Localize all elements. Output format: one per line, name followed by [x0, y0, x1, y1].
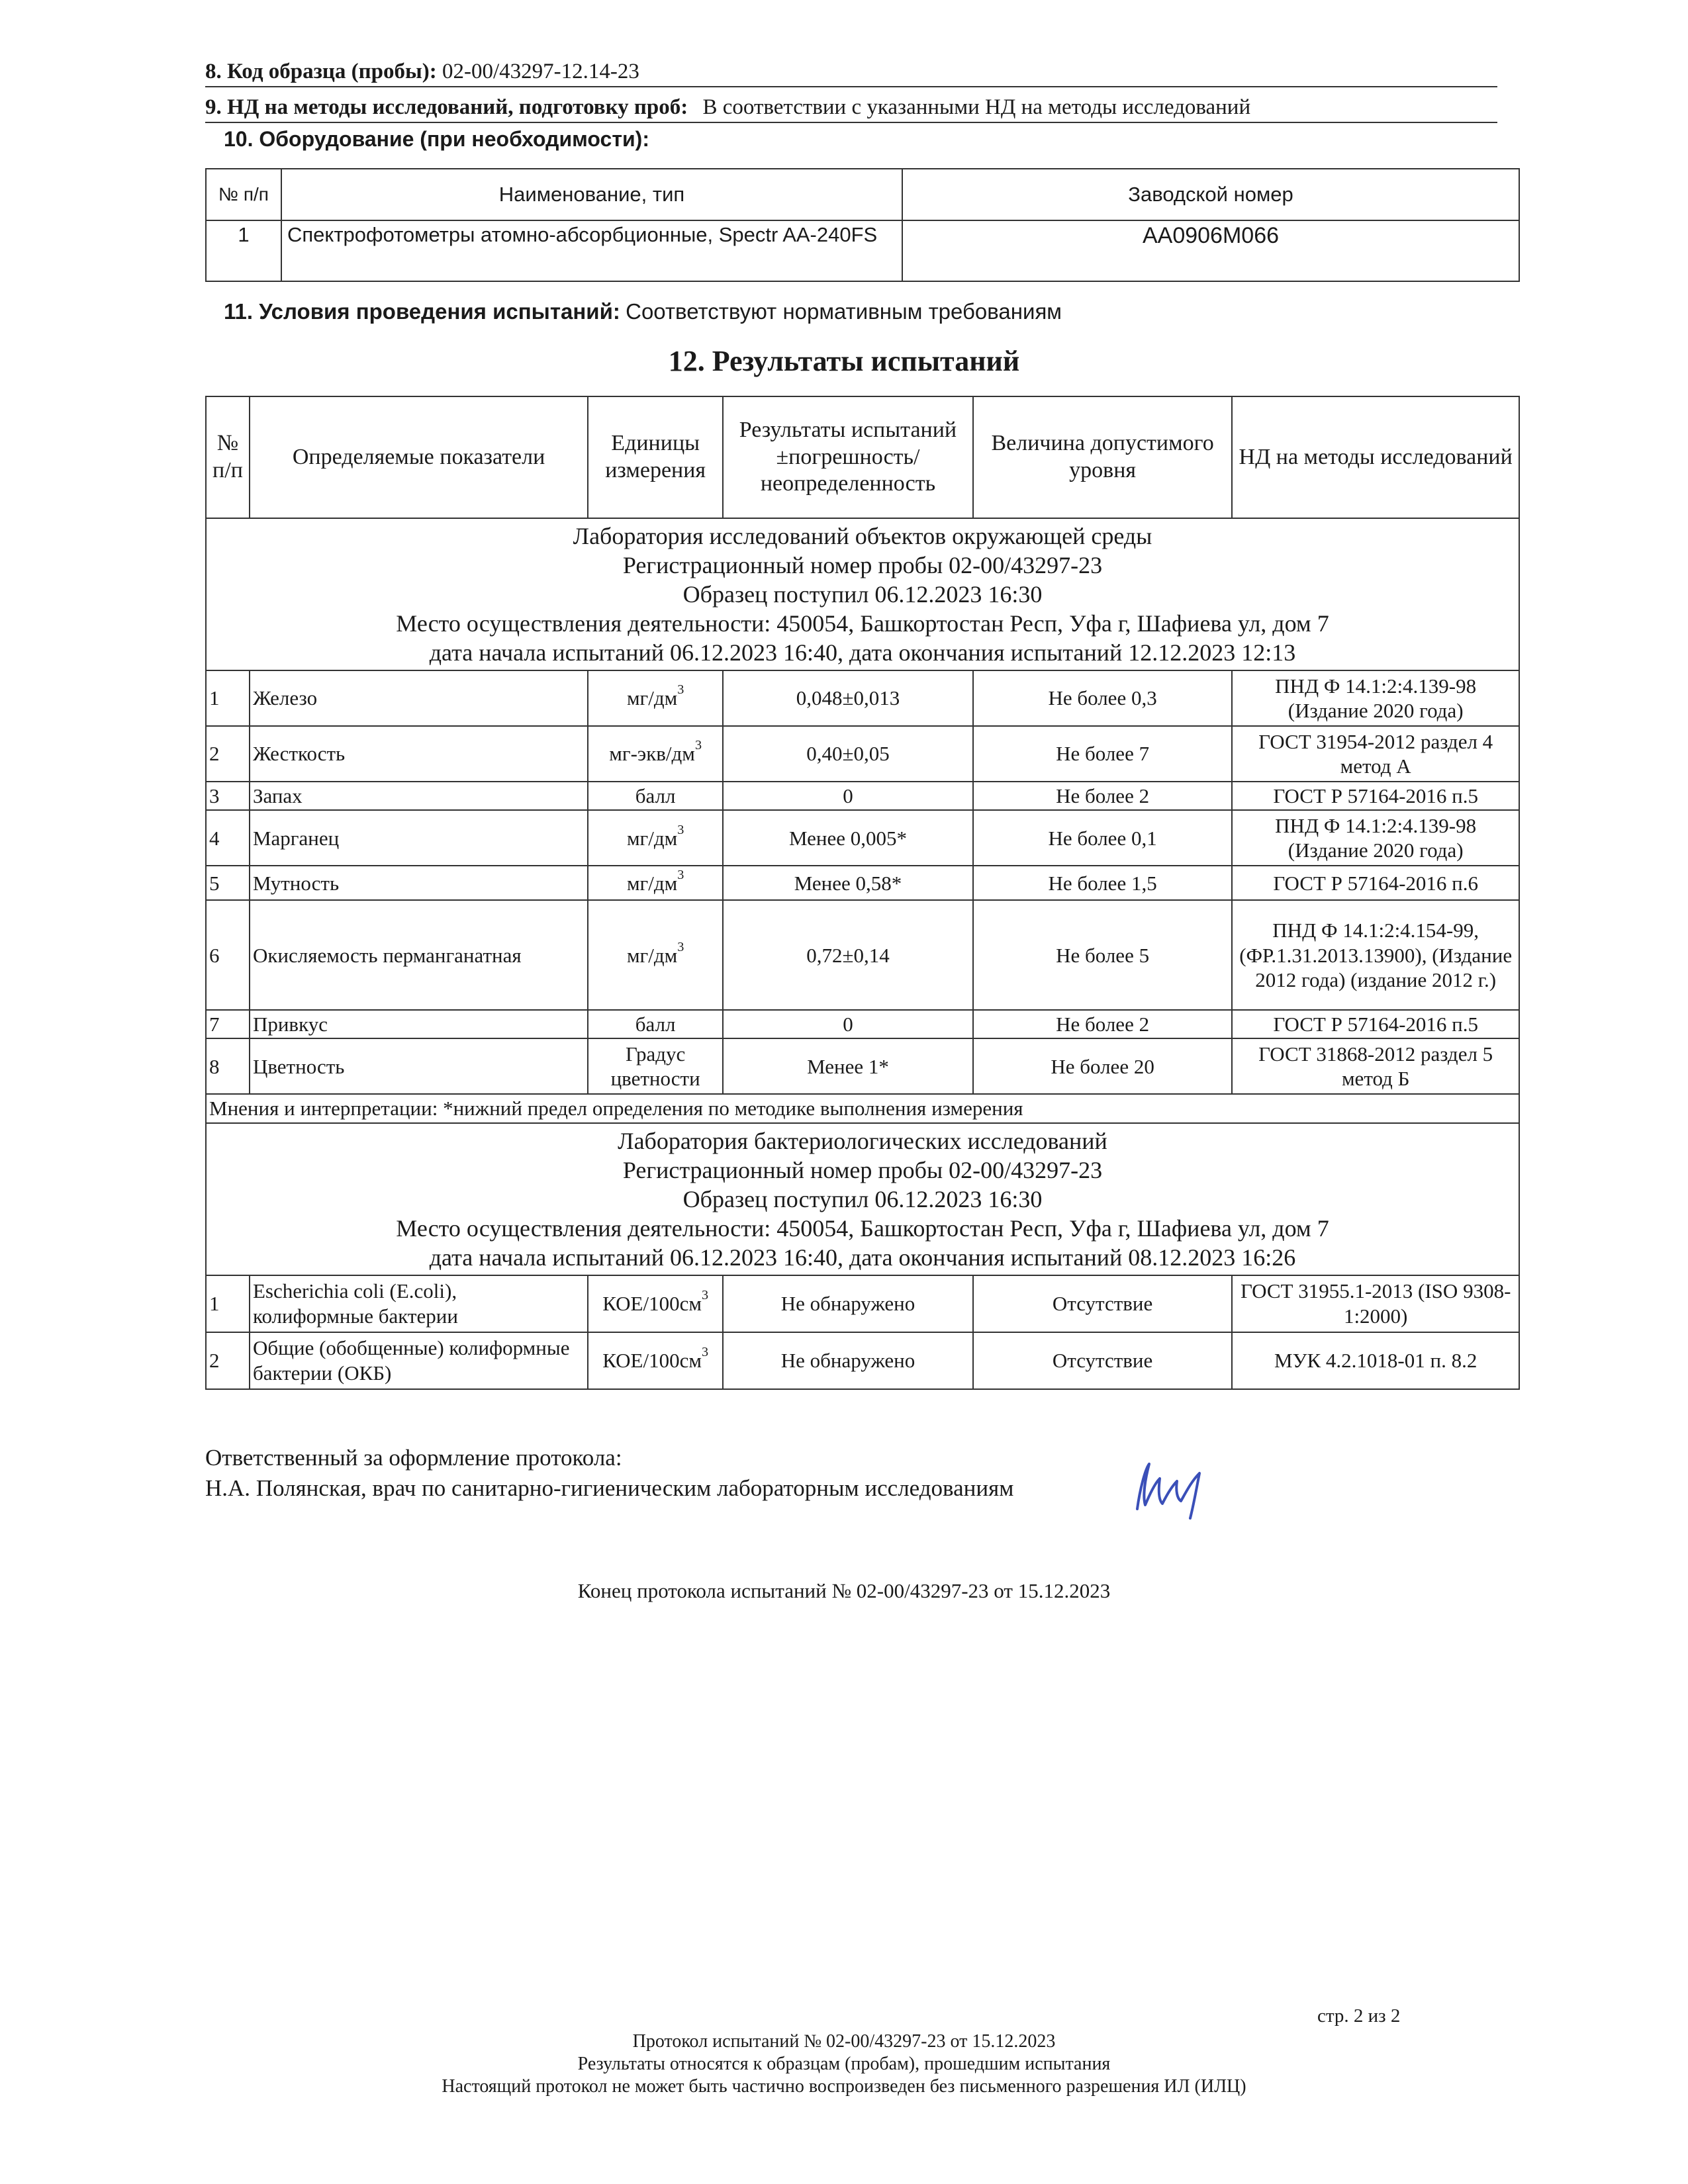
table-row	[206, 1038, 1519, 1094]
conditions-value: Соответствуют нормативным требованиям	[626, 299, 1062, 324]
row-number: 2	[206, 1332, 250, 1389]
row-limit: Не более 1,5	[973, 866, 1232, 900]
row-unit: КОЕ/$100см^3$	[588, 1275, 723, 1332]
section1-reg-number: Регистрационный номер пробы 02-00/43297-23	[622, 552, 1103, 578]
notes-row	[206, 1094, 1519, 1122]
row-indicator: Окисляемость перманганатная	[250, 900, 588, 1010]
conditions-line	[224, 299, 1062, 325]
row-number: 7	[206, 1010, 250, 1038]
row-limit: Не более 2	[973, 782, 1232, 810]
table-row	[206, 1010, 1519, 1038]
row-number: 3	[206, 782, 250, 810]
row-indicator: Общие (обобщенные) колиформные бактерии (ОКБ)	[250, 1332, 588, 1389]
end-of-protocol-note: Конец протокола испытаний № 02-00/43297-23 от 15.12.2023	[577, 1579, 1111, 1602]
section1-lab-name: Лаборатория исследований объектов окружающей среды	[573, 523, 1152, 549]
row-number: 4	[206, 810, 250, 866]
equipment-row-serial: AA0906M066	[902, 220, 1519, 281]
section-environment-header	[206, 518, 1519, 670]
row-indicator: Мутность	[250, 866, 588, 900]
footer-block	[0, 2030, 1688, 2098]
row-result: 0,40±0,05	[723, 726, 973, 782]
equipment-header-serial: Заводской номер	[902, 169, 1519, 220]
section2-received: Образец поступил 06.12.2023 16:30	[682, 1185, 1043, 1212]
row-limit: Отсутствие	[973, 1275, 1232, 1332]
table-row	[206, 810, 1519, 866]
row-indicator: Марганец	[250, 810, 588, 866]
results-header-row	[206, 396, 1519, 518]
row-result: 0,048±0,013	[723, 670, 973, 726]
row-limit: Не более 20	[973, 1038, 1232, 1094]
results-header-indicator: Определяемые показатели	[250, 396, 588, 518]
footer-reproduction-line: Настоящий протокол не может быть частично воспроизведен без письменного разрешения ИЛ (ИЛЦ)	[442, 2076, 1246, 2097]
row-method: ГОСТ 31868-2012 раздел 5 метод Б	[1232, 1038, 1519, 1094]
section2-location: Место осуществления деятельности: 450054, Башкортостан Респ, Уфа г, Шафиева ул, дом 7	[396, 1214, 1329, 1242]
row-limit: Не более 5	[973, 900, 1232, 1010]
row-unit: $мг-экв/дм^3$	[588, 726, 723, 782]
row-method: МУК 4.2.1018-01 п. 8.2	[1232, 1332, 1519, 1389]
footer-results-line: Результаты относятся к образцам (пробам), прошедшим испытания	[577, 2054, 1111, 2074]
results-table	[205, 396, 1520, 1390]
row-limit: Не более 0,3	[973, 670, 1232, 726]
row-number: 5	[206, 866, 250, 900]
row-result: Не обнаружено	[723, 1332, 973, 1389]
results-header-result: Результаты испытаний ±погрешность/ неопределенность	[723, 396, 973, 518]
section-bacteriology-header	[206, 1123, 1519, 1275]
row-method: ГОСТ Р 57164-2016 п.6	[1232, 866, 1519, 900]
interpretation-notes: Мнения и интерпретации: *нижний предел определения по методике выполнения измерения	[206, 1094, 1519, 1122]
footer-protocol-line: Протокол испытаний № 02-00/43297-23 от 15.12.2023	[632, 2031, 1056, 2052]
nd-methods-value: В соответствии с указанными НД на методы исследований	[702, 95, 1251, 119]
row-method: ГОСТ 31954-2012 раздел 4 метод А	[1232, 726, 1519, 782]
equipment-header-name: Наименование, тип	[281, 169, 902, 220]
row-limit: Отсутствие	[973, 1332, 1232, 1389]
row-result: 0	[723, 782, 973, 810]
row-result: Менее 1*	[723, 1038, 973, 1094]
row-unit: $мг/дм^3$	[588, 866, 723, 900]
section2-lab-name: Лаборатория бактериологических исследований	[618, 1127, 1107, 1154]
row-limit: Не более 7	[973, 726, 1232, 782]
table-row	[206, 1332, 1519, 1389]
row-result: Менее 0,58*	[723, 866, 973, 900]
row-unit: Градус цветности	[588, 1038, 723, 1094]
row-number: 8	[206, 1038, 250, 1094]
responsible-person: Н.А. Полянская, врач по санитарно-гигиеническим лабораторным исследованиям	[205, 1475, 1014, 1501]
results-header-limit: Величина допустимого уровня	[973, 396, 1232, 518]
section1-received: Образец поступил 06.12.2023 16:30	[682, 581, 1043, 608]
equipment-label: 10. Оборудование (при необходимости):	[224, 127, 649, 151]
table-row	[206, 782, 1519, 810]
row-unit: $мг/дм^3$	[588, 900, 723, 1010]
equipment-table	[205, 168, 1520, 282]
row-limit: Не более 0,1	[973, 810, 1232, 866]
row-unit: $мг/дм^3$	[588, 810, 723, 866]
row-indicator: Запах	[250, 782, 588, 810]
equipment-row-number: 1	[206, 220, 281, 281]
nd-methods-line	[205, 94, 1497, 123]
row-method: ПНД Ф 14.1:2:4.154-99, (ФР.1.31.2013.13900), (Издание 2012 года) (издание 2012 г.)	[1232, 900, 1519, 1010]
row-unit: КОЕ/$100см^3$	[588, 1332, 723, 1389]
row-result: 0	[723, 1010, 973, 1038]
section2-reg-number: Регистрационный номер пробы 02-00/43297-23	[622, 1156, 1103, 1183]
sample-code-value: 02-00/43297-12.14-23	[442, 60, 639, 83]
row-method: ГОСТ Р 57164-2016 п.5	[1232, 1010, 1519, 1038]
row-unit: балл	[588, 782, 723, 810]
row-number: 2	[206, 726, 250, 782]
table-row	[206, 726, 1519, 782]
section1-location: Место осуществления деятельности: 450054, Башкортостан Респ, Уфа г, Шафиева ул, дом 7	[396, 610, 1329, 637]
responsible-label: Ответственный за оформление протокола:	[205, 1445, 622, 1471]
row-method: ГОСТ Р 57164-2016 п.5	[1232, 782, 1519, 810]
row-method: ГОСТ 31955.1-2013 (ISO 9308-1:2000)	[1232, 1275, 1519, 1332]
equipment-row-name: Спектрофотометры атомно-абсорбционные, Spectr AA-240FS	[281, 220, 902, 281]
equipment-row	[206, 220, 1519, 281]
row-indicator: Цветность	[250, 1038, 588, 1094]
section2-dates: дата начала испытаний 06.12.2023 16:40, дата окончания испытаний 08.12.2023 16:26	[429, 1244, 1296, 1271]
results-header-method: НД на методы исследований	[1232, 396, 1519, 518]
row-result: Менее 0,005*	[723, 810, 973, 866]
row-number: 1	[206, 670, 250, 726]
row-limit: Не более 2	[973, 1010, 1232, 1038]
table-row	[206, 1275, 1519, 1332]
section1-dates: дата начала испытаний 06.12.2023 16:40, дата окончания испытаний 12.12.2023 12:13	[429, 639, 1296, 666]
sample-code-line	[205, 58, 1497, 87]
row-method: ПНД Ф 14.1:2:4.139-98 (Издание 2020 года)	[1232, 670, 1519, 726]
row-result: 0,72±0,14	[723, 900, 973, 1010]
row-number: 1	[206, 1275, 250, 1332]
conditions-label: 11. Условия проведения испытаний:	[224, 299, 620, 324]
equipment-header-number: № п/п	[206, 169, 281, 220]
row-unit: балл	[588, 1010, 723, 1038]
sample-code-label: 8. Код образца (пробы):	[205, 60, 437, 83]
results-title: 12. Результаты испытаний	[668, 345, 1020, 377]
row-indicator: Жесткость	[250, 726, 588, 782]
nd-methods-label: 9. НД на методы исследований, подготовку проб:	[205, 95, 688, 119]
table-row	[206, 866, 1519, 900]
row-result: Не обнаружено	[723, 1275, 973, 1332]
page-number: стр. 2 из 2	[1317, 2005, 1401, 2026]
row-number: 6	[206, 900, 250, 1010]
row-indicator: Привкус	[250, 1010, 588, 1038]
results-header-units: Единицы измерения	[588, 396, 723, 518]
signature-image	[1125, 1449, 1225, 1529]
row-indicator: Escherichia coli (E.coli), колиформные бактерии	[250, 1275, 588, 1332]
row-indicator: Железо	[250, 670, 588, 726]
results-header-number: № п/п	[206, 396, 250, 518]
table-row	[206, 900, 1519, 1010]
row-unit: $мг/дм^3$	[588, 670, 723, 726]
table-row	[206, 670, 1519, 726]
responsible-block	[205, 1443, 1013, 1504]
row-method: ПНД Ф 14.1:2:4.139-98 (Издание 2020 года)	[1232, 810, 1519, 866]
